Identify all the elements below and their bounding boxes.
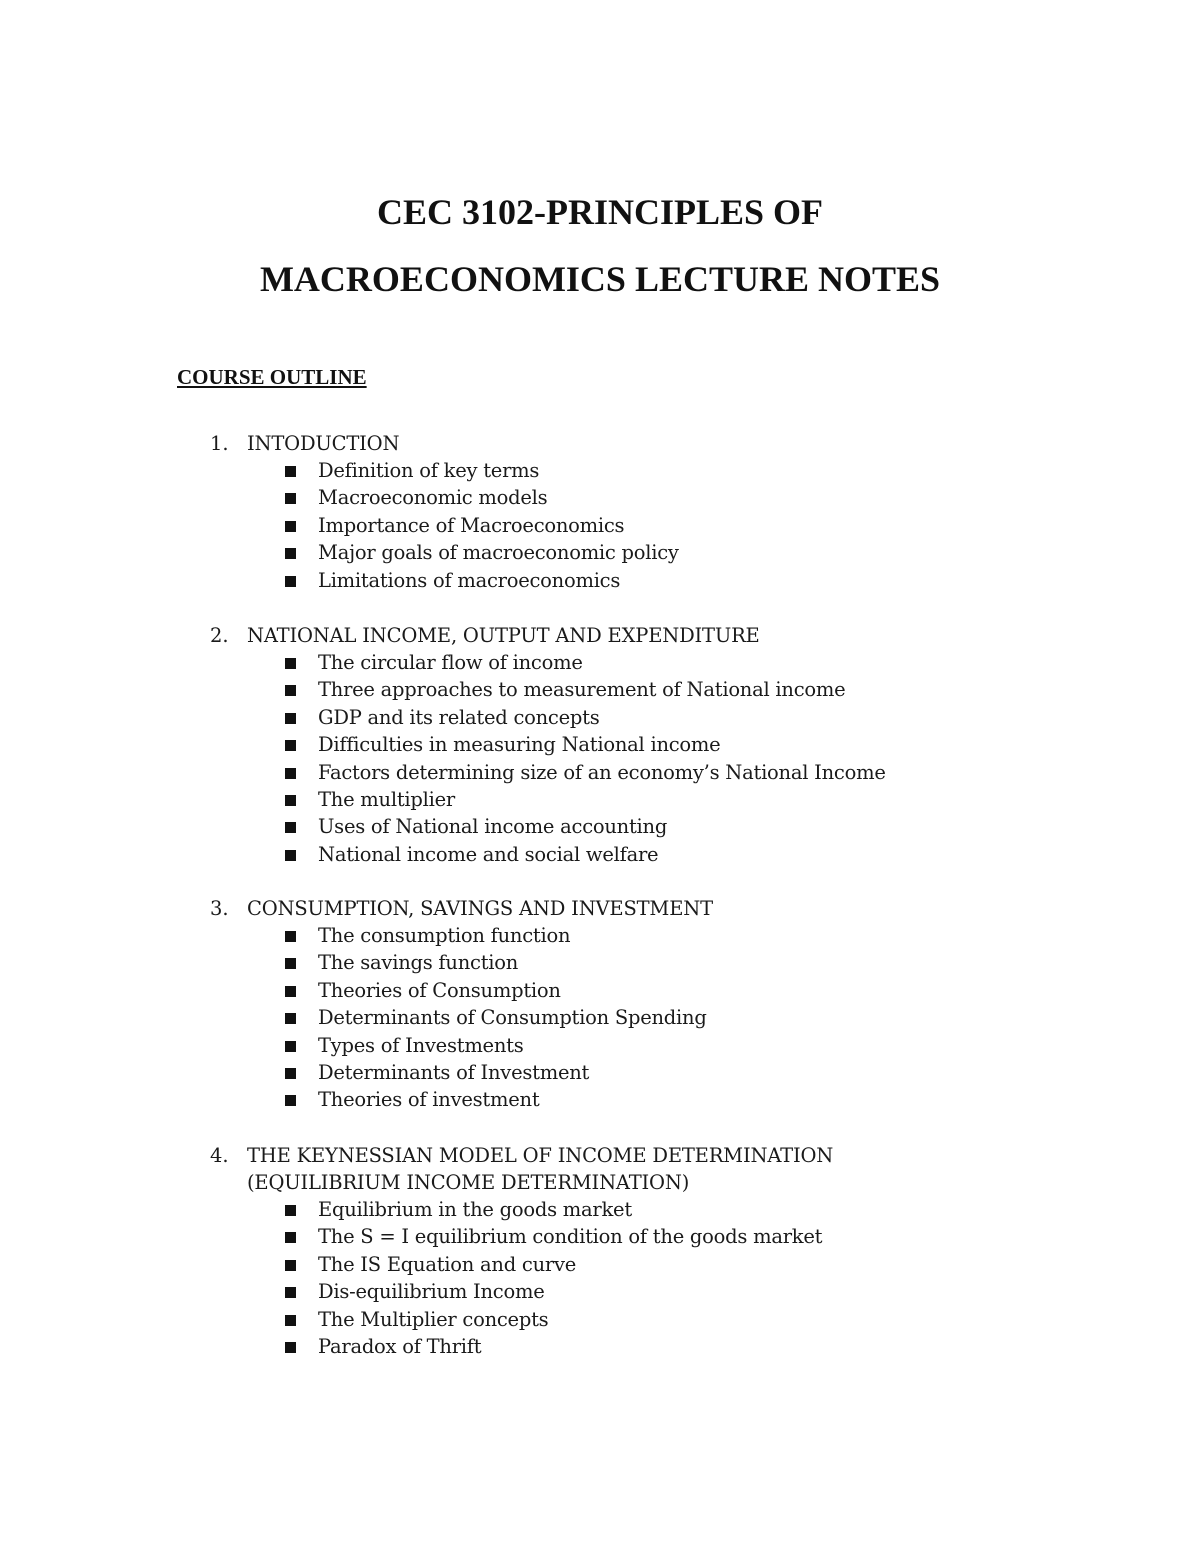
section-heading: [0, 1142, 1200, 1196]
square-bullet-icon: [285, 658, 296, 669]
section-title: NATIONAL INCOME, OUTPUT AND EXPENDITURE: [247, 624, 760, 647]
list-item-text: Theories of investment: [318, 1088, 540, 1112]
square-bullet-icon: [285, 795, 296, 806]
list-item-text: The consumption function: [318, 924, 571, 947]
square-bullet-icon: [285, 521, 296, 532]
square-bullet-icon: [285, 822, 296, 833]
section-heading: [0, 430, 1200, 457]
section-item-list: [0, 922, 1200, 1114]
square-bullet-icon: [285, 850, 296, 861]
square-bullet-icon: [285, 713, 296, 724]
section-title: CONSUMPTION, SAVINGS AND INVESTMENT: [247, 897, 713, 920]
square-bullet-icon: [285, 986, 296, 997]
square-bullet-icon: [285, 1315, 296, 1326]
section-title: [247, 1142, 947, 1196]
square-bullet-icon: [285, 740, 296, 751]
square-bullet-icon: [285, 1287, 296, 1298]
course-outline-heading: COURSE OUTLINE: [177, 365, 367, 389]
list-item-text: Theories of Consumption: [318, 978, 561, 1002]
list-item-text: The Multiplier concepts: [318, 1307, 549, 1331]
list-item-text: The circular flow of income: [318, 651, 583, 674]
section-number: 2.: [210, 624, 229, 647]
list-item-text: Difficulties in measuring National income: [318, 733, 721, 757]
list-item: [0, 949, 1200, 976]
outline-section-1: [0, 430, 1200, 594]
outline-section-4: [0, 1142, 1200, 1360]
square-bullet-icon: [285, 1342, 296, 1353]
square-bullet-icon: [285, 1041, 296, 1052]
list-item: [0, 1223, 1200, 1250]
list-item-text: Three approaches to measurement of National income: [318, 678, 846, 702]
list-item: [0, 539, 1200, 566]
square-bullet-icon: [285, 1232, 296, 1243]
section-heading: [0, 622, 1200, 649]
list-item-text: The S = I equilibrium condition of the goods market: [318, 1225, 823, 1249]
list-item-text: Macroeconomic models: [318, 486, 548, 510]
list-item: [0, 457, 1200, 484]
list-item: [0, 704, 1200, 731]
list-item-text: Types of Investments: [318, 1033, 524, 1057]
list-item: [0, 1032, 1200, 1059]
list-item-text: Definition of key terms: [318, 459, 540, 482]
list-item-text: Factors determining size of an economy’s National Income: [318, 760, 886, 784]
list-item: [0, 841, 1200, 868]
section-number: 3.: [210, 897, 229, 920]
section-heading: [0, 895, 1200, 922]
list-item: [0, 922, 1200, 949]
square-bullet-icon: [285, 685, 296, 696]
outline-section-3: [0, 895, 1200, 1114]
list-item: [0, 649, 1200, 676]
list-item: [0, 813, 1200, 840]
list-item: [0, 512, 1200, 539]
list-item: [0, 731, 1200, 758]
list-item-text: Uses of National income accounting: [318, 815, 668, 839]
document-title-line-1: CEC 3102-PRINCIPLES OF: [376, 192, 824, 232]
square-bullet-icon: [285, 931, 296, 942]
list-item: [0, 1196, 1200, 1223]
list-item-text: Limitations of macroeconomics: [318, 568, 621, 592]
square-bullet-icon: [285, 1205, 296, 1216]
section-number: 4.: [210, 1144, 229, 1167]
list-item-text: The savings function: [318, 951, 519, 975]
list-item: [0, 676, 1200, 703]
list-item-text: GDP and its related concepts: [318, 705, 600, 729]
section-item-list: [0, 457, 1200, 594]
list-item-text: The multiplier: [318, 787, 455, 811]
section-title: INTODUCTION: [247, 432, 400, 455]
list-item: [0, 786, 1200, 813]
square-bullet-icon: [285, 576, 296, 587]
section-item-list: [0, 649, 1200, 868]
square-bullet-icon: [285, 768, 296, 779]
list-item-text: Paradox of Thrift: [318, 1334, 482, 1358]
list-item-text: Determinants of Investment: [318, 1060, 590, 1084]
square-bullet-icon: [285, 958, 296, 969]
list-item-text: Major goals of macroeconomic policy: [318, 541, 679, 565]
list-item: [0, 759, 1200, 786]
square-bullet-icon: [285, 466, 296, 477]
section-item-list: [0, 1196, 1200, 1360]
list-item: [0, 1004, 1200, 1031]
square-bullet-icon: [285, 1068, 296, 1079]
list-item-text: The IS Equation and curve: [318, 1252, 577, 1276]
square-bullet-icon: [285, 1013, 296, 1024]
list-item: [0, 567, 1200, 594]
list-item: [0, 1251, 1200, 1278]
list-item-text: National income and social welfare: [318, 842, 659, 866]
square-bullet-icon: [285, 1260, 296, 1271]
square-bullet-icon: [285, 1095, 296, 1106]
list-item-text: Dis-equilibrium Income: [318, 1280, 545, 1304]
outline-section-2: [0, 622, 1200, 868]
section-number: 1.: [210, 432, 229, 455]
list-item: [0, 977, 1200, 1004]
list-item-text: Importance of Macroeconomics: [318, 513, 625, 537]
list-item: [0, 1059, 1200, 1086]
list-item-text: Equilibrium in the goods market: [318, 1198, 632, 1221]
list-item: [0, 484, 1200, 511]
section-title-line-2: (EQUILIBRIUM INCOME DETERMINATION): [247, 1171, 690, 1194]
square-bullet-icon: [285, 493, 296, 504]
list-item: [0, 1306, 1200, 1333]
list-item: [0, 1086, 1200, 1113]
square-bullet-icon: [285, 548, 296, 559]
section-title-line-1: THE KEYNESSIAN MODEL OF INCOME DETERMINATION: [247, 1144, 834, 1167]
document-title-line-2: MACROECONOMICS LECTURE NOTES: [259, 259, 941, 299]
list-item-text: Determinants of Consumption Spending: [318, 1006, 707, 1030]
list-item: [0, 1278, 1200, 1305]
list-item: [0, 1333, 1200, 1360]
